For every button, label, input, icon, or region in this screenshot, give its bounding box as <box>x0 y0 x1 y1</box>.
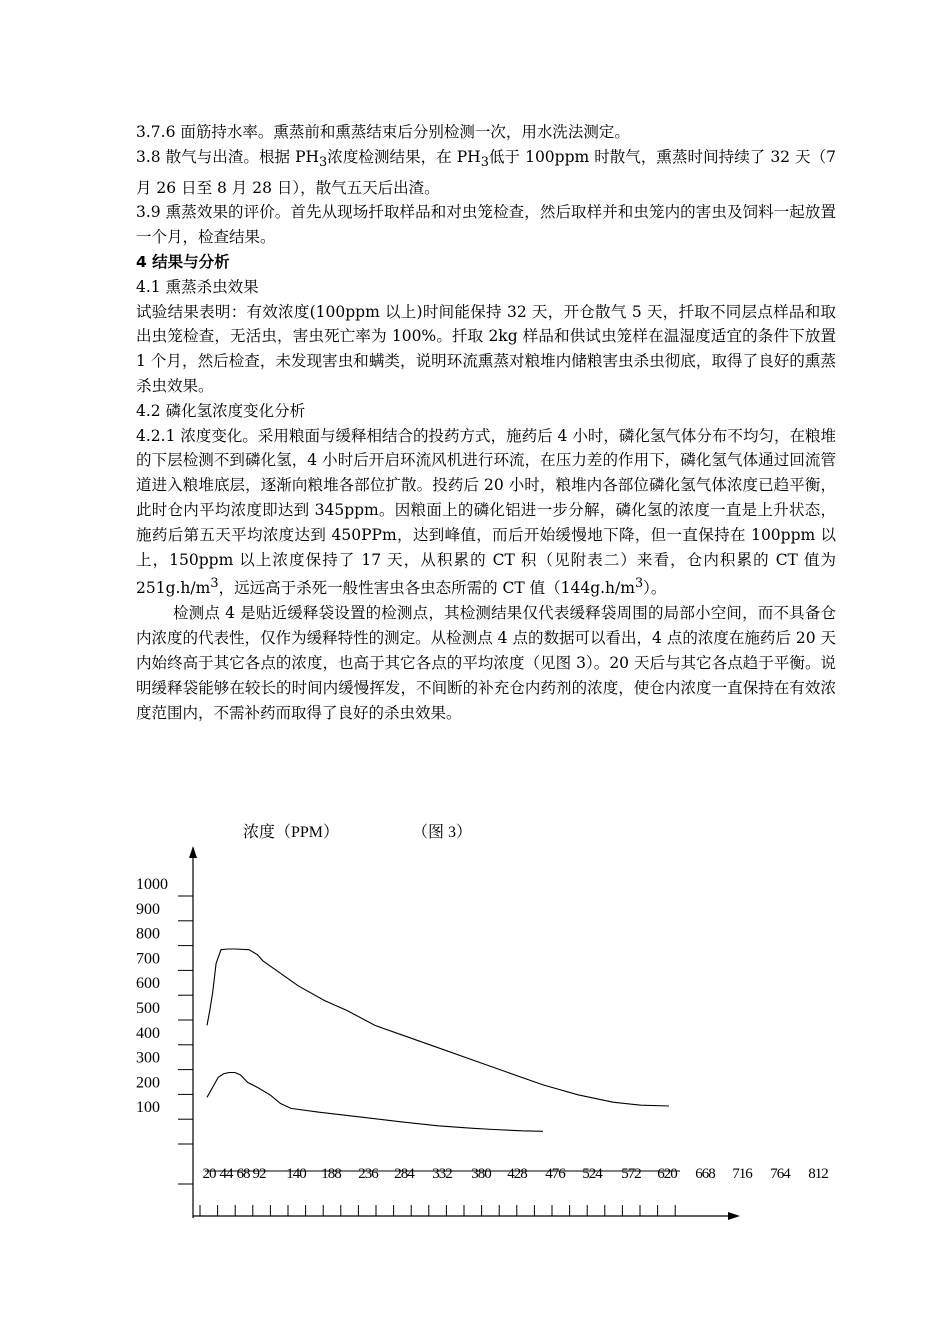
concentration-chart <box>0 810 950 1230</box>
x-tick-label: 140 <box>286 1166 306 1182</box>
y-axis-arrow <box>189 846 197 858</box>
x-tick-label: 236 <box>358 1166 378 1182</box>
subscript-3: 3 <box>480 154 489 170</box>
para-4-2-1-part-c: ）。 <box>643 579 667 598</box>
y-tick-label: 900 <box>136 900 160 918</box>
y-tick-label: 100 <box>136 1099 160 1117</box>
subscript-3: 3 <box>319 154 328 170</box>
y-tick-label: 700 <box>136 950 160 968</box>
para-3-8-part-b: 浓度检测结果，在 PH <box>327 147 481 166</box>
para-3-7-6: 3.7.6 面筋持水率。熏蒸前和熏蒸结束后分别检测一次，用水洗法测定。 <box>136 123 630 141</box>
y-axis-tick-labels <box>136 876 168 1116</box>
y-tick-label: 1000 <box>136 876 168 893</box>
section-heading-4-1: 4.1 熏蒸杀虫效果 <box>136 277 259 296</box>
x-tick-label: 20 <box>202 1166 216 1182</box>
superscript-3: 3 <box>634 576 644 592</box>
body-text <box>136 120 836 725</box>
x-tick-label: 572 <box>621 1166 641 1182</box>
x-tick-label: 332 <box>432 1166 452 1182</box>
x-tick-label: 428 <box>507 1166 527 1182</box>
x-tick-label: 716 <box>732 1166 752 1182</box>
para-point-4: 检测点 4 是贴近缓释袋设置的检测点，其检测结果仅代表缓释袋周围的局部小空间，而不具备仓内浓度的代表性，仅作为缓释特性的测定。从检测点 4 点的数据可以看出，4 点的浓度在施药后 20 天内始终高于其它各点的浓度，也高于其它各点的平均浓度（见图 3）。20 天后与其它各点趋于平衡。说明缓释袋能够在较长的时间内缓慢挥发，不间断的补充仓内药剂的浓度，使仓内浓度一直保持在有效浓度范围内，不需补药而取得了良好的杀虫效果。 <box>136 604 836 722</box>
x-tick-label: 476 <box>545 1166 565 1182</box>
y-tick-label: 500 <box>136 1000 160 1017</box>
x-tick-label: 188 <box>321 1166 341 1182</box>
x-tick-label: 380 <box>471 1166 491 1182</box>
section-heading-4-2: 4.2 磷化氢浓度变化分析 <box>136 401 306 420</box>
y-tick-label: 200 <box>136 1074 160 1092</box>
x-axis-tick-labels <box>203 1166 829 1182</box>
x-tick-label: 764 <box>770 1166 790 1182</box>
x-tick-label: 668 <box>695 1166 715 1182</box>
y-tick-label: 400 <box>136 1024 160 1042</box>
x-tick-label: 44 <box>219 1166 233 1182</box>
para-3-8-part-c: 低于 100ppm 时散气，熏蒸时间持续了 32 天（7 月 26 日至 8 月 28 日），散气五天后出渣。 <box>136 147 836 197</box>
para-3-8 <box>136 145 836 201</box>
x-tick-label: 524 <box>582 1166 602 1182</box>
figure-3 <box>0 810 950 1230</box>
y-tick-label: 800 <box>136 925 160 943</box>
chart-title: （图 3） <box>412 824 473 841</box>
para-4-1: 试验结果表明：有效浓度(100ppm 以上)时间能保持 32 天，开仓散气 5 天，扦取不同层点样品和取出虫笼检查，无活虫，害虫死亡率为 100%。扦取 2kg 样品和供试虫笼样在温湿度适宜的条件下放置 1 个月，然后检查，未发现害虫和螨类，说明环流熏蒸对粮堆内储粮害虫杀虫彻底，取得了良好的熏蒸杀虫效果。 <box>136 302 836 396</box>
chart-y-axis-label: 浓度（PPM） <box>243 824 340 841</box>
data-series <box>207 949 669 1131</box>
para-3-9: 3.9 熏蒸效果的评价。首先从现场扦取样品和对虫笼检查，然后取样并和虫笼内的害虫及饲料一起放置一个月，检查结果。 <box>136 203 836 247</box>
x-tick-label: 92 <box>252 1166 266 1182</box>
section-heading-4: 4 结果与分析 <box>136 253 230 272</box>
para-4-2-1 <box>136 424 836 602</box>
para-3-8-part-a: 3.8 散气与出渣。根据 PH <box>136 147 320 166</box>
x-axis-arrow <box>728 1212 740 1220</box>
para-4-2-1-part-b: ，远远高于杀死一般性害虫各虫态所需的 CT 值（144g.h/m <box>218 579 635 598</box>
x-tick-label: 284 <box>394 1166 414 1182</box>
x-axis-ticks <box>200 1205 675 1216</box>
series-line-2 <box>207 1073 543 1132</box>
para-4-2-1-part-a: 4.2.1 浓度变化。采用粮面与缓释相结合的投药方式，施药后 4 小时，磷化氢气体分布不均匀，在粮堆的下层检测不到磷化氢，4 小时后开启环流风机进行环流，在压力差的作用下，磷化氢气体通过回流管道进入粮堆底层，逐渐向粮堆各部位扩散。投药后 20 小时，粮堆内各部位磷化氢气体浓度已趋平衡，此时仓内平均浓度即达到 345ppm。因粮面上的磷化铝进一步分解，磷化氢的浓度一直是上升状态，施药后第五天平均浓度达到 450PPm，达到峰值，而后开始缓慢地下降，但一直保持在 100ppm 以上，150ppm 以上浓度保持了 17 天，从积累的 CT 积（见附表二）来看，仓内积累的 CT 值为 251g.h/m <box>136 426 836 598</box>
y-tick-label: 600 <box>136 975 160 993</box>
superscript-3: 3 <box>210 576 219 592</box>
y-tick-label: 300 <box>136 1049 160 1067</box>
x-tick-label: 812 <box>808 1166 828 1182</box>
x-tick-label: 68 <box>236 1166 250 1182</box>
x-tick-label: 620 <box>657 1166 677 1182</box>
series-line-1 <box>207 949 669 1106</box>
y-axis-ticks <box>178 896 193 1184</box>
